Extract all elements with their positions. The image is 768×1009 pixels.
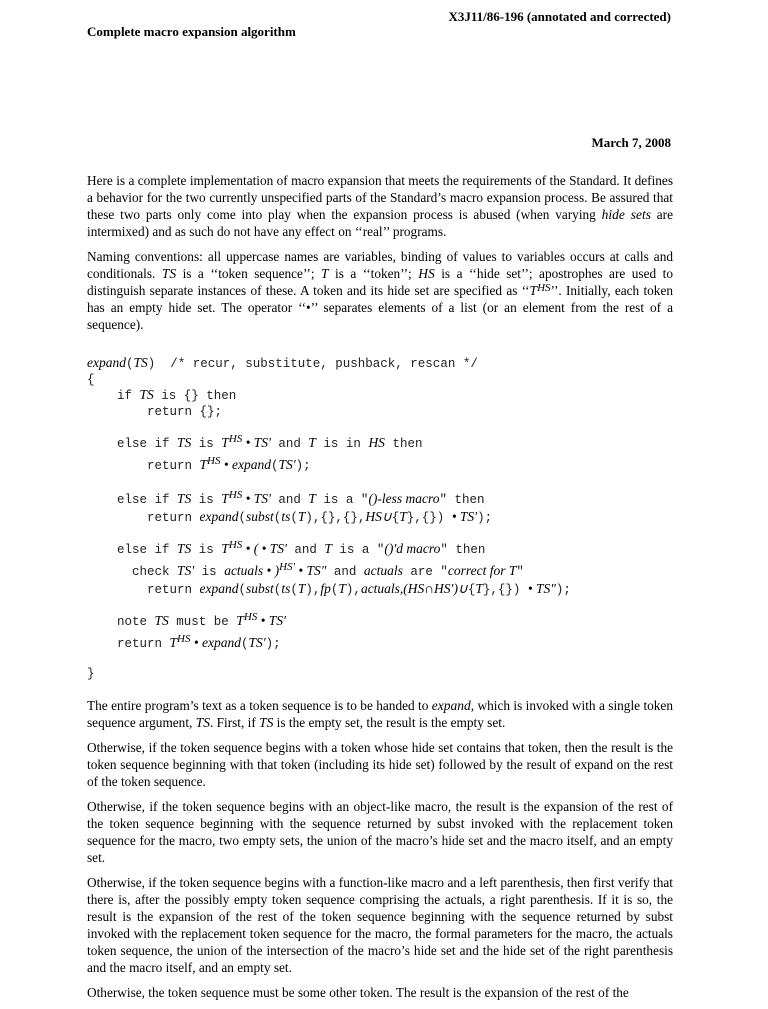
- italic-term: HS: [368, 435, 385, 450]
- code-text: ),: [345, 583, 361, 597]
- document-id: X3J11/86-196 (annotated and corrected): [448, 9, 671, 24]
- superscript: HS: [207, 455, 221, 467]
- code-line: [87, 453, 673, 475]
- italic-term: ()'d macro: [384, 541, 441, 556]
- code-text: (: [273, 511, 282, 525]
- code-text: (: [290, 583, 298, 597]
- italic-term: ()-less macro: [368, 491, 440, 506]
- code-text: ": [516, 565, 524, 579]
- code-text: (: [240, 637, 249, 651]
- italic-term: • expand: [190, 635, 241, 650]
- italic-term: ts: [281, 581, 291, 596]
- code-text: (: [238, 583, 247, 597]
- code-text: (: [273, 583, 282, 597]
- code-text: );: [265, 637, 281, 651]
- text-run: is a ‘‘hide set’’; apostrophes are used to distinguish separate instances of these. A token and its hide set are specified as ‘‘: [87, 266, 673, 298]
- italic-term: actuals,(HS∩HS')∪: [360, 581, 468, 596]
- italic-term: • TS': [242, 491, 271, 506]
- code-text: is in: [315, 437, 369, 451]
- document-title: Complete macro expansion algorithm: [87, 24, 296, 39]
- text-run: Otherwise, if the token sequence begins with a function-like macro and a left parenthesis, then first verify that there is, after the possibly empty token sequence comprising the actuals, a right parenthesis. If it is so, the result is the expansion of the rest of the token sequence beginning with the sequence returned by subst invoked with the replacement token sequence for the macro, the formal parameters for the macro, the actuals token sequence, the union of the intersection of the macro’s hide set and the hide set of the right parenthesis and the macro itself, and an empty set.: [87, 875, 673, 975]
- code-text: return: [87, 459, 200, 473]
- code-line: [87, 509, 673, 525]
- code-text: (: [270, 459, 279, 473]
- italic-term: T: [475, 581, 483, 596]
- superscript: HS': [279, 561, 295, 573]
- code-text: is: [191, 543, 222, 557]
- code-text: );: [555, 583, 571, 597]
- italic-term: T: [221, 491, 229, 506]
- italic-term: expand: [87, 355, 126, 370]
- code-text: ),{},{},: [305, 511, 366, 525]
- italic-term: TS: [161, 266, 177, 281]
- code-text: and: [270, 493, 309, 507]
- code-text: {: [467, 583, 476, 597]
- italic-term: T: [529, 283, 538, 298]
- italic-term: TS': [177, 563, 195, 578]
- code-text: and: [286, 543, 325, 557]
- italic-term: subst: [246, 509, 274, 524]
- italic-term: expand: [431, 698, 471, 713]
- code-line: [87, 487, 673, 509]
- code-text: then: [384, 437, 423, 451]
- italic-term: • TS": [294, 563, 327, 578]
- italic-term: • TS': [257, 613, 286, 628]
- document-date: March 7, 2008: [591, 135, 671, 150]
- italic-term: T: [399, 509, 407, 524]
- italic-term: actuals • ): [224, 563, 280, 578]
- italic-term: TS': [248, 635, 266, 650]
- italic-term: ts: [281, 509, 291, 524]
- italic-term: TS: [177, 491, 192, 506]
- code-text: },{}): [406, 511, 452, 525]
- text-run: is the empty set, the result is the empty set.: [273, 715, 506, 730]
- italic-term: actuals: [363, 563, 403, 578]
- code-text: " then: [439, 493, 485, 507]
- italic-term: • TS': [242, 435, 271, 450]
- italic-term: T: [221, 541, 229, 556]
- code-line: [87, 387, 673, 403]
- italic-term: expand: [199, 581, 239, 596]
- italic-term: T: [221, 435, 229, 450]
- code-text: (: [125, 357, 134, 371]
- paragraph: [87, 984, 673, 1001]
- text-run: Otherwise, if the token sequence begins with an object-like macro, the result is the expansion of the rest of the token sequence beginning with the sequence returned by subst invoked with the replacement token sequence for the macro, two empty sets, the union of the macro’s hide set and the macro itself, and an empty set.: [87, 799, 673, 865]
- code-line: [87, 665, 673, 681]
- code-line: [87, 537, 673, 559]
- italic-term: T: [169, 635, 178, 650]
- code-line: [87, 609, 673, 631]
- text-run: , which is invoked with a single token sequence argument,: [87, 698, 673, 730]
- code-text: else if: [87, 437, 178, 451]
- text-run: is a ‘‘token sequence’’;: [176, 266, 321, 281]
- italic-term: correct for T: [447, 563, 517, 578]
- code-text: return: [87, 511, 200, 525]
- code-text: are ": [402, 565, 448, 579]
- code-line: [87, 355, 673, 371]
- text-run: is a ‘‘token’’;: [328, 266, 419, 281]
- text-run: . First, if: [209, 715, 260, 730]
- italic-term: T: [236, 613, 244, 628]
- code-text: and: [270, 437, 309, 451]
- italic-term: • expand: [220, 457, 271, 472]
- code-text: return: [87, 637, 170, 651]
- code-text: ) /* recur, substitute, pushback, rescan */: [147, 357, 478, 371]
- italic-term: subst: [246, 581, 274, 596]
- paragraph: [87, 798, 673, 866]
- code-text: },{}): [482, 583, 528, 597]
- code-line: [87, 581, 673, 597]
- code-text: return {};: [87, 405, 223, 419]
- italic-term: HS: [418, 266, 435, 281]
- code-text: (: [238, 511, 247, 525]
- code-text: check: [87, 565, 178, 579]
- code-text: " then: [440, 543, 486, 557]
- code-text: is {} then: [153, 389, 237, 403]
- code-line: [87, 403, 673, 419]
- italic-term: T: [308, 491, 316, 506]
- code-text: return: [87, 583, 200, 597]
- text-run: The entire program’s text as a token sequence is to be handed to: [87, 698, 432, 713]
- intro-section: [87, 172, 673, 333]
- text-run: are intermixed) and as such do not have any effect on ‘‘real’’ programs.: [87, 207, 674, 239]
- paragraph: [87, 739, 673, 790]
- italic-term: T: [308, 435, 316, 450]
- paragraph: [87, 172, 673, 240]
- text-run: Naming conventions: all uppercase names are variables, binding of values to variables occurs at calls and conditionals.: [87, 249, 673, 281]
- code-text: );: [477, 511, 493, 525]
- code-block: [87, 355, 673, 681]
- code-text: else if: [87, 493, 178, 507]
- italic-term: TS: [177, 435, 192, 450]
- code-line: [87, 631, 673, 653]
- code-text: (: [290, 511, 298, 525]
- italic-term: hide sets: [601, 207, 651, 222]
- text-run: ’’. Initially, each token has an empty hide set. The operator ‘‘•’’ separates elements of a list (or an element from the rest of a sequence).: [87, 283, 673, 332]
- code-text: {: [391, 511, 400, 525]
- italic-term: TS: [195, 715, 210, 730]
- document-body: [87, 172, 673, 1009]
- italic-term: T: [199, 457, 208, 472]
- italic-term: • TS': [451, 509, 478, 524]
- superscript: HS: [228, 489, 243, 501]
- paragraph: [87, 248, 673, 333]
- text-run: Otherwise, if the token sequence begins with a token whose hide set contains that token, then the result is the token sequence beginning with that token (including its hide set) followed by the result of expand on the rest of the token sequence.: [87, 740, 673, 789]
- code-text: ),: [305, 583, 321, 597]
- italic-term: fp: [320, 581, 331, 596]
- text-run: Here is a complete implementation of macro expansion that meets the requirements of the Standard. It defines a behavior for the two currently unspecified parts of the Standard’s macro expansion process. Be assured that these two parts only come into play when the expansion process is abused (when varying: [87, 173, 673, 222]
- italic-term: T: [297, 509, 306, 524]
- code-text: {: [87, 373, 95, 387]
- italic-term: T: [321, 266, 329, 281]
- italic-term: TS': [278, 457, 296, 472]
- superscript: HS: [537, 282, 551, 294]
- text-run: Otherwise, the token sequence must be some other token. The result is the expansion of the rest of the: [87, 985, 629, 1000]
- italic-term: TS: [139, 387, 154, 402]
- italic-term: TS: [133, 355, 148, 370]
- italic-term: T: [297, 581, 306, 596]
- code-text: }: [87, 667, 95, 681]
- paragraph: [87, 874, 673, 976]
- italic-term: expand: [199, 509, 239, 524]
- italic-term: TS: [154, 613, 169, 628]
- code-text: (: [330, 583, 339, 597]
- superscript: HS: [177, 633, 191, 645]
- paragraph: [87, 697, 673, 731]
- italic-term: TS: [259, 715, 274, 730]
- superscript: HS: [228, 433, 243, 445]
- code-text: is: [194, 565, 225, 579]
- code-text: must be: [168, 615, 237, 629]
- code-text: is: [191, 493, 222, 507]
- code-line: [87, 371, 673, 387]
- superscript: HS: [228, 539, 243, 551]
- italic-term: • ( • TS': [242, 541, 287, 556]
- code-text: is a ": [331, 543, 385, 557]
- superscript: HS: [243, 611, 258, 623]
- code-line: [87, 431, 673, 453]
- code-text: is: [191, 437, 222, 451]
- code-text: if: [87, 389, 140, 403]
- italic-term: HS∪: [365, 509, 392, 524]
- code-text: );: [295, 459, 311, 473]
- code-line: [87, 559, 673, 581]
- italic-term: T: [338, 581, 346, 596]
- explanation-section: [87, 697, 673, 1001]
- code-text: note: [87, 615, 155, 629]
- code-text: is a ": [315, 493, 369, 507]
- code-text: and: [326, 565, 364, 579]
- italic-term: • TS": [527, 581, 556, 596]
- italic-term: T: [324, 541, 332, 556]
- italic-term: TS: [177, 541, 192, 556]
- code-text: else if: [87, 543, 178, 557]
